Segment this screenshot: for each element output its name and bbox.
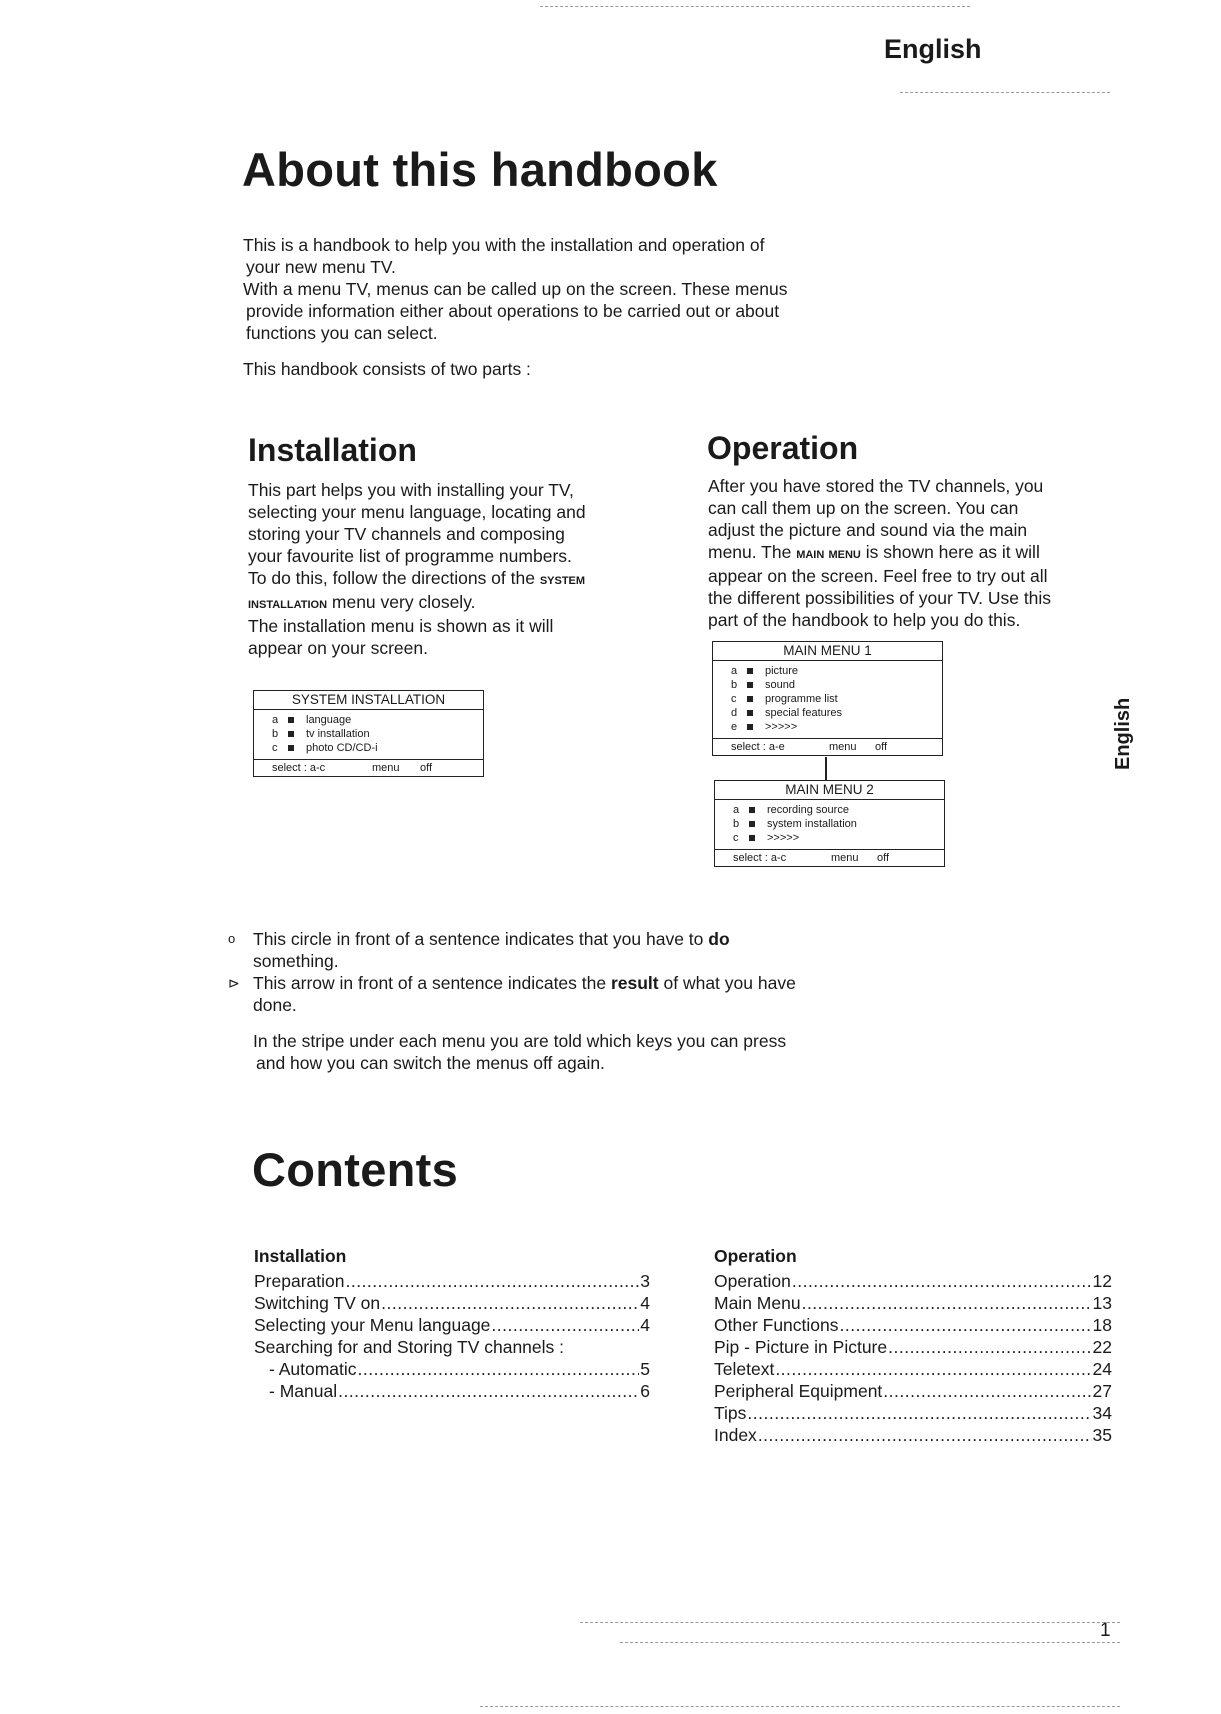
bold-term: result <box>610 973 659 993</box>
toc-entry <box>254 1336 650 1358</box>
menu-items <box>713 661 942 738</box>
leader-dots <box>338 1380 639 1402</box>
toc-entry-page: 6 <box>640 1381 650 1401</box>
menu-footer-stripe <box>713 738 942 755</box>
menu-item <box>272 741 483 755</box>
menu-item-letter: a <box>733 804 740 816</box>
toc-entry-label: Teletext <box>714 1359 775 1379</box>
operation-line <box>708 541 1128 565</box>
leader-dots <box>883 1380 1091 1402</box>
text-run: is shown here as it will <box>860 542 1040 562</box>
operation-line: After you have stored the TV channels, you <box>708 476 1044 496</box>
small-caps-term: installation <box>248 595 328 612</box>
footer-select: select : a-c <box>733 852 787 864</box>
toc-entry-page: 22 <box>1092 1337 1112 1357</box>
toc-entry-label: Tips <box>714 1403 747 1423</box>
installation-line <box>248 567 678 591</box>
toc-entry-label: Selecting your Menu language <box>254 1315 491 1335</box>
note-line <box>253 972 796 994</box>
leader-dots <box>802 1292 1092 1314</box>
menu-title: MAIN MENU 1 <box>713 642 942 661</box>
square-bullet-icon <box>749 821 755 827</box>
menu-item <box>733 831 944 845</box>
square-bullet-icon <box>747 696 753 702</box>
toc-entry[interactable] <box>714 1424 1112 1446</box>
installation-heading: Installation <box>248 432 417 468</box>
note-line: done. <box>253 995 297 1015</box>
toc-entry[interactable] <box>254 1270 650 1292</box>
toc-entry[interactable] <box>714 1292 1112 1314</box>
square-bullet-icon <box>288 717 294 723</box>
toc-entry[interactable] <box>254 1292 650 1314</box>
system-installation-menu <box>253 690 484 777</box>
leader-dots <box>381 1292 639 1314</box>
menu-item <box>731 664 942 678</box>
square-bullet-icon <box>747 682 753 688</box>
operation-text <box>708 475 1128 631</box>
top-scan-rule <box>540 6 970 7</box>
leader-dots <box>775 1358 1091 1380</box>
menu-item-letter: d <box>731 707 738 719</box>
installation-line: storing your TV channels and composing <box>248 524 565 544</box>
toc-entry-page: 27 <box>1092 1381 1112 1401</box>
leader-dots <box>758 1424 1092 1446</box>
menu-item <box>733 803 944 817</box>
toc-entry-page: 4 <box>640 1315 650 1335</box>
operation-line: can call them up on the screen. You can <box>708 498 1019 518</box>
toc-entry-label: Preparation <box>254 1271 345 1291</box>
square-bullet-icon <box>747 668 753 674</box>
menu-item-label: recording source <box>767 804 849 816</box>
menu-item <box>272 713 483 727</box>
toc-entry-page: 3 <box>640 1271 650 1291</box>
toc-entry-page: 12 <box>1092 1271 1112 1291</box>
operation-heading: Operation <box>707 430 859 466</box>
menu-item <box>731 706 942 720</box>
toc-entry-label: - Manual <box>269 1381 338 1401</box>
parts-line: This handbook consists of two parts : <box>243 359 531 379</box>
leader-dots <box>345 1270 639 1292</box>
side-tab-language: English <box>1112 697 1134 770</box>
footer-menu: menu <box>829 741 857 753</box>
menu-title: MAIN MENU 2 <box>715 781 944 800</box>
menu-item-label: photo CD/CD-i <box>306 742 378 754</box>
toc-entry[interactable] <box>714 1270 1112 1292</box>
bottom-scan-rule-2 <box>620 1642 1120 1643</box>
bottom-scan-rule-3 <box>480 1706 1120 1707</box>
small-caps-term: main menu <box>796 545 861 562</box>
square-bullet-icon <box>749 807 755 813</box>
menu-item <box>731 692 942 706</box>
toc-entry-label: Index <box>714 1425 757 1445</box>
toc-entry-label: Switching TV on <box>254 1293 381 1313</box>
intro-line: functions you can select. <box>246 323 438 343</box>
installation-line: appear on your screen. <box>248 638 428 658</box>
square-bullet-icon <box>747 724 753 730</box>
toc-entry[interactable] <box>254 1380 650 1402</box>
arrow-note <box>228 972 928 1016</box>
square-bullet-icon <box>749 835 755 841</box>
menu-item <box>272 727 483 741</box>
footer-menu: menu <box>372 762 400 774</box>
menu-items <box>254 710 483 759</box>
operation-line: part of the handbook to help you do this. <box>708 610 1021 630</box>
menu-item-letter: c <box>731 693 737 705</box>
menu-footer-stripe <box>254 759 483 776</box>
square-bullet-icon <box>747 710 753 716</box>
footer-select: select : a-c <box>272 762 326 774</box>
circle-note <box>228 928 928 972</box>
toc-entry-page: 5 <box>640 1359 650 1379</box>
text-run: To do this, follow the directions of the <box>248 568 540 588</box>
operation-line: the different possibilities of your TV. Use this <box>708 588 1052 608</box>
toc-heading: Installation <box>254 1246 347 1266</box>
toc-entry-label: - Automatic <box>269 1359 357 1379</box>
toc-entry[interactable] <box>714 1358 1112 1380</box>
toc-entry-page: 4 <box>640 1293 650 1313</box>
toc-entry[interactable] <box>714 1314 1112 1336</box>
menu-item-label: >>>>> <box>767 832 800 844</box>
footer-off: off <box>875 741 888 753</box>
toc-entry[interactable] <box>254 1358 650 1380</box>
toc-entry[interactable] <box>254 1314 650 1336</box>
menu-item-label: tv installation <box>306 728 370 740</box>
toc-entry-label: Pip - Picture in Picture <box>714 1337 888 1357</box>
about-title: About this handbook <box>242 143 718 196</box>
toc-operation <box>714 1245 1112 1446</box>
footer-menu: menu <box>831 852 859 864</box>
operation-line: appear on the screen. Feel free to try out all <box>708 566 1048 586</box>
menu-item-letter: c <box>733 832 739 844</box>
arrow-note-text <box>253 972 796 1016</box>
menu-item-label: language <box>306 714 352 726</box>
circle-note-text <box>253 928 730 972</box>
page-number: 1 <box>1100 1620 1111 1641</box>
toc-installation <box>254 1245 650 1402</box>
footer-off: off <box>420 762 433 774</box>
toc-entry-label: Peripheral Equipment <box>714 1381 883 1401</box>
toc-entry-label: Other Functions <box>714 1315 839 1335</box>
installation-line: selecting your menu language, locating and <box>248 502 586 522</box>
menu-item-label: special features <box>765 707 843 719</box>
toc-entry[interactable] <box>714 1336 1112 1358</box>
menu-item <box>731 678 942 692</box>
installation-line <box>248 591 678 615</box>
footer-off: off <box>877 852 890 864</box>
symbol-notes <box>228 928 928 1074</box>
leader-dots <box>888 1336 1091 1358</box>
text-run: This circle in front of a sentence indicates that you have to <box>253 929 709 949</box>
stripe-note <box>228 1030 928 1074</box>
toc-entry-label: Searching for and Storing TV channels : <box>254 1337 565 1357</box>
note-line <box>253 928 730 950</box>
menu-item <box>731 720 942 734</box>
leader-dots <box>792 1270 1092 1292</box>
text-run: of what you have <box>658 973 796 993</box>
leader-dots <box>358 1358 640 1380</box>
bottom-scan-rule <box>580 1622 1120 1623</box>
menu-item-label: system installation <box>767 818 857 830</box>
text-run: This arrow in front of a sentence indicates the <box>253 973 611 993</box>
intro-line: This is a handbook to help you with the installation and operation of <box>243 235 765 255</box>
note-line: In the stripe under each menu you are told which keys you can press <box>253 1031 787 1051</box>
toc-entry-label: Main Menu <box>714 1293 801 1313</box>
installation-line: This part helps you with installing your TV, <box>248 480 574 500</box>
toc-entry[interactable] <box>714 1402 1112 1424</box>
text-run: menu. The <box>708 542 797 562</box>
menu-item-label: sound <box>765 679 795 691</box>
toc-entry[interactable] <box>714 1380 1112 1402</box>
menu-item-letter: a <box>272 714 279 726</box>
intro-line: your new menu TV. <box>246 257 396 277</box>
square-bullet-icon <box>288 745 294 751</box>
circle-icon: o <box>228 931 236 946</box>
menu-item-label: programme list <box>765 693 838 705</box>
menu-title: SYSTEM INSTALLATION <box>254 691 483 710</box>
menu-items <box>715 800 944 849</box>
toc-entry-page: 35 <box>1092 1425 1112 1445</box>
installation-line: The installation menu is shown as it will <box>248 616 554 636</box>
menu-item-label: >>>>> <box>765 721 798 733</box>
installation-line: your favourite list of programme numbers. <box>248 546 572 566</box>
menu-item-letter: b <box>731 679 738 691</box>
bold-term: do <box>708 929 730 949</box>
toc-entry-label: Operation <box>714 1271 791 1291</box>
menu-footer-stripe <box>715 849 944 866</box>
menu-item-letter: e <box>731 721 738 733</box>
text-run: menu very closely. <box>327 592 476 612</box>
intro-line: With a menu TV, menus can be called up on the screen. These menus <box>243 279 788 299</box>
toc-entry-page: 18 <box>1092 1315 1112 1335</box>
toc-entry-page: 13 <box>1092 1293 1112 1313</box>
arrow-icon: ⊳ <box>228 975 240 991</box>
toc-entry-page: 34 <box>1092 1403 1112 1423</box>
menu-item-letter: b <box>733 818 740 830</box>
operation-line: adjust the picture and sound via the main <box>708 520 1028 540</box>
menu-connector-line <box>825 757 827 780</box>
about-intro <box>243 234 883 380</box>
header-rule <box>900 92 1110 93</box>
main-menu-2 <box>714 780 945 867</box>
contents-title: Contents <box>252 1143 459 1196</box>
main-menu-1 <box>712 641 943 756</box>
menu-item <box>733 817 944 831</box>
menu-item-label: picture <box>765 665 799 677</box>
footer-select: select : a-e <box>731 741 785 753</box>
intro-line: provide information either about operations to be carried out or about <box>246 301 780 321</box>
menu-item-letter: c <box>272 742 278 754</box>
note-line: something. <box>253 951 339 971</box>
menu-item-letter: a <box>731 665 738 677</box>
note-line: and how you can switch the menus off again. <box>256 1053 605 1073</box>
toc-heading: Operation <box>714 1246 797 1266</box>
toc-entry-page: 24 <box>1092 1359 1112 1379</box>
installation-text <box>248 479 678 659</box>
leader-dots <box>747 1402 1091 1424</box>
header-language: English <box>884 34 982 64</box>
menu-item-letter: b <box>272 728 279 740</box>
square-bullet-icon <box>288 731 294 737</box>
leader-dots <box>491 1314 639 1336</box>
leader-dots <box>840 1314 1092 1336</box>
small-caps-term: system <box>539 571 586 588</box>
